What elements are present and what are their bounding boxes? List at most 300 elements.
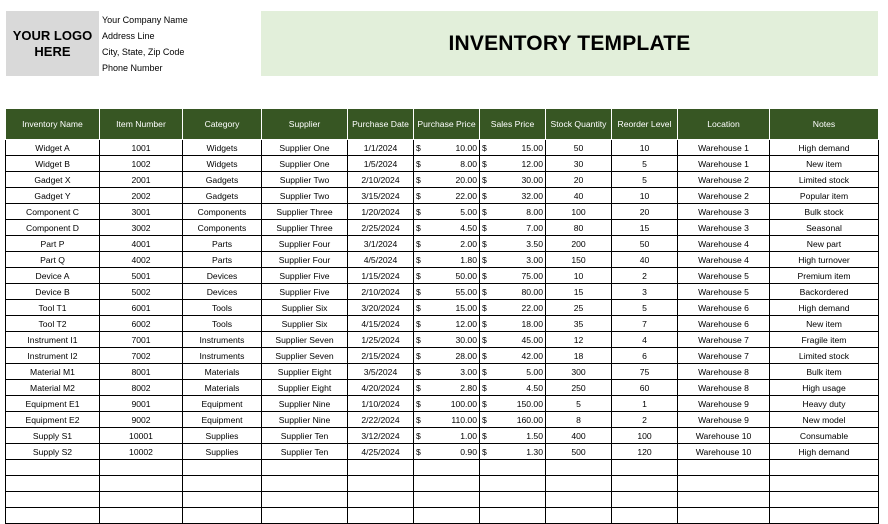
- empty-row: [6, 492, 879, 508]
- table-cell[interactable]: Supplier Three: [262, 220, 348, 236]
- empty-cell[interactable]: [100, 476, 183, 492]
- table-cell[interactable]: Supplier Five: [262, 268, 348, 284]
- table-cell[interactable]: Gadget X: [6, 172, 100, 188]
- empty-cell[interactable]: [612, 460, 678, 476]
- table-cell[interactable]: 1/20/2024: [348, 204, 414, 220]
- table-cell[interactable]: 50: [612, 236, 678, 252]
- table-cell[interactable]: 1/1/2024: [348, 140, 414, 156]
- table-cell[interactable]: [414, 172, 480, 188]
- table-cell[interactable]: 4/15/2024: [348, 316, 414, 332]
- empty-cell[interactable]: [6, 492, 100, 508]
- column-header[interactable]: Inventory Name: [6, 109, 100, 140]
- table-cell[interactable]: Bulk item: [770, 364, 879, 380]
- table-cell[interactable]: Supplier Ten: [262, 444, 348, 460]
- empty-cell[interactable]: [480, 476, 546, 492]
- currency-symbol: $: [482, 222, 487, 233]
- table-cell[interactable]: 400: [546, 428, 612, 444]
- table-cell[interactable]: Gadgets: [183, 188, 262, 204]
- column-header[interactable]: Purchase Date: [348, 109, 414, 140]
- table-cell[interactable]: 10: [612, 140, 678, 156]
- table-cell[interactable]: [414, 188, 480, 204]
- table-cell[interactable]: Warehouse 1: [678, 156, 770, 172]
- table-cell[interactable]: 1: [612, 396, 678, 412]
- table-cell[interactable]: [480, 156, 546, 172]
- table-cell[interactable]: [480, 268, 546, 284]
- table-cell[interactable]: 2001: [100, 172, 183, 188]
- empty-cell[interactable]: [100, 492, 183, 508]
- empty-cell[interactable]: [6, 460, 100, 476]
- table-cell[interactable]: High usage: [770, 380, 879, 396]
- table-cell[interactable]: 1002: [100, 156, 183, 172]
- table-cell[interactable]: 2002: [100, 188, 183, 204]
- table-cell[interactable]: 7002: [100, 348, 183, 364]
- table-cell[interactable]: New item: [770, 316, 879, 332]
- table-cell[interactable]: [414, 348, 480, 364]
- table-cell[interactable]: 3/15/2024: [348, 188, 414, 204]
- empty-cell[interactable]: [480, 460, 546, 476]
- empty-cell[interactable]: [546, 476, 612, 492]
- table-cell[interactable]: 9001: [100, 396, 183, 412]
- table-cell[interactable]: 120: [612, 444, 678, 460]
- empty-cell[interactable]: [262, 476, 348, 492]
- table-cell[interactable]: 25: [546, 300, 612, 316]
- table-cell[interactable]: Supplier Four: [262, 236, 348, 252]
- table-cell[interactable]: Supply S2: [6, 444, 100, 460]
- table-cell[interactable]: Consumable: [770, 428, 879, 444]
- table-cell[interactable]: Equipment: [183, 396, 262, 412]
- table-cell[interactable]: [480, 396, 546, 412]
- table-cell[interactable]: Warehouse 10: [678, 444, 770, 460]
- table-cell[interactable]: [414, 140, 480, 156]
- table-cell[interactable]: Instrument I1: [6, 332, 100, 348]
- table-cell[interactable]: 5: [612, 172, 678, 188]
- table-cell[interactable]: 10: [612, 188, 678, 204]
- empty-cell[interactable]: [678, 508, 770, 524]
- table-cell[interactable]: 2: [612, 268, 678, 284]
- table-cell[interactable]: 1/5/2024: [348, 156, 414, 172]
- table-cell[interactable]: Warehouse 8: [678, 380, 770, 396]
- currency-symbol: $: [482, 142, 487, 153]
- table-cell[interactable]: Warehouse 2: [678, 188, 770, 204]
- table-cell[interactable]: New item: [770, 156, 879, 172]
- table-cell[interactable]: Supplies: [183, 444, 262, 460]
- table-cell[interactable]: 5002: [100, 284, 183, 300]
- table-cell[interactable]: 4: [612, 332, 678, 348]
- table-cell[interactable]: [414, 300, 480, 316]
- table-cell[interactable]: [414, 284, 480, 300]
- table-cell[interactable]: 200: [546, 236, 612, 252]
- table-cell[interactable]: Supplier Three: [262, 204, 348, 220]
- table-cell[interactable]: 10001: [100, 428, 183, 444]
- table-cell[interactable]: Equipment E1: [6, 396, 100, 412]
- column-header[interactable]: Location: [678, 109, 770, 140]
- empty-cell[interactable]: [183, 460, 262, 476]
- table-cell[interactable]: Warehouse 6: [678, 300, 770, 316]
- empty-cell[interactable]: [262, 492, 348, 508]
- table-cell[interactable]: Tools: [183, 300, 262, 316]
- table-cell[interactable]: 1001: [100, 140, 183, 156]
- table-cell[interactable]: Instruments: [183, 348, 262, 364]
- empty-cell[interactable]: [348, 492, 414, 508]
- table-cell[interactable]: [480, 364, 546, 380]
- empty-cell[interactable]: [6, 476, 100, 492]
- table-cell[interactable]: 12: [546, 332, 612, 348]
- empty-cell[interactable]: [414, 492, 480, 508]
- empty-cell[interactable]: [546, 460, 612, 476]
- table-cell[interactable]: Warehouse 4: [678, 236, 770, 252]
- table-cell[interactable]: 5: [612, 156, 678, 172]
- table-cell[interactable]: 80: [546, 220, 612, 236]
- table-cell[interactable]: Supplier Six: [262, 316, 348, 332]
- table-cell[interactable]: Warehouse 3: [678, 204, 770, 220]
- empty-cell[interactable]: [770, 508, 879, 524]
- table-row: [6, 236, 879, 252]
- currency-symbol: $: [416, 158, 421, 169]
- table-cell[interactable]: Supplies: [183, 428, 262, 444]
- table-cell[interactable]: 4/5/2024: [348, 252, 414, 268]
- table-cell[interactable]: [414, 220, 480, 236]
- empty-cell[interactable]: [183, 476, 262, 492]
- table-cell[interactable]: 8002: [100, 380, 183, 396]
- table-cell[interactable]: Device A: [6, 268, 100, 284]
- table-cell[interactable]: 60: [612, 380, 678, 396]
- currency-symbol: $: [482, 270, 487, 281]
- table-cell[interactable]: [480, 380, 546, 396]
- table-cell[interactable]: 18: [546, 348, 612, 364]
- table-cell[interactable]: Warehouse 1: [678, 140, 770, 156]
- table-cell[interactable]: 2/22/2024: [348, 412, 414, 428]
- table-cell[interactable]: [480, 348, 546, 364]
- table-cell[interactable]: 3/1/2024: [348, 236, 414, 252]
- table-cell[interactable]: 5: [546, 396, 612, 412]
- table-cell[interactable]: High demand: [770, 140, 879, 156]
- price-value: 12.00: [455, 318, 477, 329]
- table-row: [6, 252, 879, 268]
- table-cell[interactable]: 3002: [100, 220, 183, 236]
- table-cell[interactable]: 4/25/2024: [348, 444, 414, 460]
- table-cell[interactable]: 75: [612, 364, 678, 380]
- empty-cell[interactable]: [262, 508, 348, 524]
- table-cell[interactable]: Warehouse 9: [678, 396, 770, 412]
- table-cell[interactable]: [414, 156, 480, 172]
- column-header[interactable]: Sales Price: [480, 109, 546, 140]
- table-cell[interactable]: 15: [612, 220, 678, 236]
- table-cell[interactable]: Popular item: [770, 188, 879, 204]
- table-cell[interactable]: Supplier Two: [262, 172, 348, 188]
- table-cell[interactable]: 3001: [100, 204, 183, 220]
- table-cell[interactable]: Supplier Two: [262, 188, 348, 204]
- table-cell[interactable]: Material M2: [6, 380, 100, 396]
- table-cell[interactable]: 6002: [100, 316, 183, 332]
- currency-symbol: $: [482, 254, 487, 265]
- table-cell[interactable]: Supplier Eight: [262, 364, 348, 380]
- table-cell[interactable]: 8001: [100, 364, 183, 380]
- table-cell[interactable]: 100: [612, 428, 678, 444]
- table-cell[interactable]: Heavy duty: [770, 396, 879, 412]
- price-value: 1.50: [526, 430, 543, 441]
- table-cell[interactable]: Warehouse 7: [678, 348, 770, 364]
- table-cell[interactable]: 15: [546, 284, 612, 300]
- table-cell[interactable]: [480, 316, 546, 332]
- table-cell[interactable]: [480, 284, 546, 300]
- empty-cell[interactable]: [612, 492, 678, 508]
- table-cell[interactable]: 3: [612, 284, 678, 300]
- table-cell[interactable]: [414, 252, 480, 268]
- table-cell[interactable]: 35: [546, 316, 612, 332]
- empty-cell[interactable]: [262, 460, 348, 476]
- table-cell[interactable]: 10: [546, 268, 612, 284]
- empty-cell[interactable]: [183, 508, 262, 524]
- table-cell[interactable]: Component D: [6, 220, 100, 236]
- table-cell[interactable]: Materials: [183, 364, 262, 380]
- table-cell[interactable]: Supplier Five: [262, 284, 348, 300]
- table-cell[interactable]: Tool T1: [6, 300, 100, 316]
- column-header[interactable]: Supplier: [262, 109, 348, 140]
- empty-cell[interactable]: [546, 492, 612, 508]
- table-cell[interactable]: 4002: [100, 252, 183, 268]
- table-cell[interactable]: [480, 172, 546, 188]
- price-value: 2.80: [460, 382, 477, 393]
- table-cell[interactable]: Fragile item: [770, 332, 879, 348]
- table-cell[interactable]: 300: [546, 364, 612, 380]
- table-cell[interactable]: Component C: [6, 204, 100, 220]
- empty-cell[interactable]: [100, 508, 183, 524]
- table-cell[interactable]: Supplier Ten: [262, 428, 348, 444]
- table-cell[interactable]: 1/10/2024: [348, 396, 414, 412]
- table-cell[interactable]: 7001: [100, 332, 183, 348]
- column-header[interactable]: Notes: [770, 109, 879, 140]
- currency-symbol: $: [416, 142, 421, 153]
- table-cell[interactable]: [480, 188, 546, 204]
- table-cell[interactable]: [480, 204, 546, 220]
- table-cell[interactable]: [480, 428, 546, 444]
- table-cell[interactable]: Supplier Four: [262, 252, 348, 268]
- table-cell[interactable]: Seasonal: [770, 220, 879, 236]
- table-cell[interactable]: Parts: [183, 252, 262, 268]
- empty-cell[interactable]: [414, 508, 480, 524]
- table-cell[interactable]: 20: [612, 204, 678, 220]
- table-cell[interactable]: 2/10/2024: [348, 284, 414, 300]
- table-cell[interactable]: 9002: [100, 412, 183, 428]
- table-row: [6, 364, 879, 380]
- table-row: [6, 220, 879, 236]
- empty-cell[interactable]: [183, 492, 262, 508]
- table-cell[interactable]: 8: [546, 412, 612, 428]
- table-cell[interactable]: 2: [612, 412, 678, 428]
- table-cell[interactable]: 6001: [100, 300, 183, 316]
- table-cell[interactable]: Backordered: [770, 284, 879, 300]
- column-header[interactable]: Item Number: [100, 109, 183, 140]
- table-cell[interactable]: 5: [612, 300, 678, 316]
- table-cell[interactable]: 1/15/2024: [348, 268, 414, 284]
- table-cell[interactable]: [480, 236, 546, 252]
- company-address: Address Line: [102, 31, 155, 41]
- table-cell[interactable]: [414, 316, 480, 332]
- table-cell[interactable]: High demand: [770, 444, 879, 460]
- price-value: 1.30: [526, 446, 543, 457]
- table-cell[interactable]: Warehouse 6: [678, 316, 770, 332]
- currency-symbol: $: [482, 430, 487, 441]
- table-cell[interactable]: Part Q: [6, 252, 100, 268]
- table-cell[interactable]: [480, 140, 546, 156]
- table-cell[interactable]: Gadgets: [183, 172, 262, 188]
- table-cell[interactable]: Tools: [183, 316, 262, 332]
- empty-cell[interactable]: [480, 492, 546, 508]
- table-cell[interactable]: Instrument I2: [6, 348, 100, 364]
- table-cell[interactable]: Widgets: [183, 156, 262, 172]
- table-cell[interactable]: 4/20/2024: [348, 380, 414, 396]
- table-cell[interactable]: Warehouse 8: [678, 364, 770, 380]
- table-cell[interactable]: Limited stock: [770, 348, 879, 364]
- table-cell[interactable]: [414, 444, 480, 460]
- table-cell[interactable]: Gadget Y: [6, 188, 100, 204]
- empty-cell[interactable]: [612, 476, 678, 492]
- table-cell[interactable]: 2/25/2024: [348, 220, 414, 236]
- empty-cell[interactable]: [612, 508, 678, 524]
- table-cell[interactable]: 100: [546, 204, 612, 220]
- table-cell[interactable]: 5001: [100, 268, 183, 284]
- empty-cell[interactable]: [348, 508, 414, 524]
- table-cell[interactable]: Supplier Nine: [262, 412, 348, 428]
- table-cell[interactable]: 250: [546, 380, 612, 396]
- currency-symbol: $: [416, 206, 421, 217]
- table-cell[interactable]: [414, 380, 480, 396]
- column-header[interactable]: Category: [183, 109, 262, 140]
- table-cell[interactable]: Warehouse 5: [678, 268, 770, 284]
- table-cell[interactable]: Supplier Eight: [262, 380, 348, 396]
- table-cell[interactable]: [414, 204, 480, 220]
- table-row: [6, 268, 879, 284]
- table-cell[interactable]: [480, 332, 546, 348]
- table-cell[interactable]: New part: [770, 236, 879, 252]
- table-cell[interactable]: 7: [612, 316, 678, 332]
- empty-cell[interactable]: [100, 460, 183, 476]
- table-cell[interactable]: [414, 332, 480, 348]
- table-cell[interactable]: 50: [546, 140, 612, 156]
- table-cell[interactable]: Warehouse 9: [678, 412, 770, 428]
- table-cell[interactable]: Equipment E2: [6, 412, 100, 428]
- table-row: [6, 380, 879, 396]
- table-cell[interactable]: Widget A: [6, 140, 100, 156]
- empty-cell[interactable]: [546, 508, 612, 524]
- table-cell[interactable]: 40: [546, 188, 612, 204]
- empty-cell[interactable]: [770, 492, 879, 508]
- table-cell[interactable]: [414, 396, 480, 412]
- table-cell[interactable]: 150: [546, 252, 612, 268]
- table-cell[interactable]: Devices: [183, 284, 262, 300]
- table-cell[interactable]: High demand: [770, 300, 879, 316]
- empty-cell[interactable]: [6, 508, 100, 524]
- empty-cell[interactable]: [770, 460, 879, 476]
- table-cell[interactable]: 20: [546, 172, 612, 188]
- empty-cell[interactable]: [770, 476, 879, 492]
- table-cell[interactable]: Warehouse 3: [678, 220, 770, 236]
- table-cell[interactable]: 500: [546, 444, 612, 460]
- empty-cell[interactable]: [414, 476, 480, 492]
- table-cell[interactable]: Supplier Nine: [262, 396, 348, 412]
- table-cell[interactable]: [480, 252, 546, 268]
- table-cell[interactable]: [480, 220, 546, 236]
- table-cell[interactable]: Part P: [6, 236, 100, 252]
- table-cell[interactable]: 1/25/2024: [348, 332, 414, 348]
- table-cell[interactable]: Bulk stock: [770, 204, 879, 220]
- table-cell[interactable]: Components: [183, 204, 262, 220]
- table-cell[interactable]: Supplier Seven: [262, 348, 348, 364]
- table-cell[interactable]: Widget B: [6, 156, 100, 172]
- table-cell[interactable]: [414, 236, 480, 252]
- table-cell[interactable]: [414, 412, 480, 428]
- table-cell[interactable]: [480, 412, 546, 428]
- table-cell[interactable]: Equipment: [183, 412, 262, 428]
- table-cell[interactable]: Warehouse 4: [678, 252, 770, 268]
- column-header[interactable]: Reorder Level: [612, 109, 678, 140]
- empty-cell[interactable]: [678, 460, 770, 476]
- table-cell[interactable]: Supplier One: [262, 156, 348, 172]
- table-cell[interactable]: Supplier One: [262, 140, 348, 156]
- table-cell[interactable]: Supplier Seven: [262, 332, 348, 348]
- table-cell[interactable]: 2/15/2024: [348, 348, 414, 364]
- table-cell[interactable]: [414, 364, 480, 380]
- company-name: Your Company Name: [102, 15, 188, 25]
- table-cell[interactable]: 4001: [100, 236, 183, 252]
- table-row: [6, 188, 879, 204]
- table-cell[interactable]: Components: [183, 220, 262, 236]
- table-cell[interactable]: Warehouse 7: [678, 332, 770, 348]
- table-cell[interactable]: Parts: [183, 236, 262, 252]
- table-cell[interactable]: New model: [770, 412, 879, 428]
- table-cell[interactable]: 2/10/2024: [348, 172, 414, 188]
- table-cell[interactable]: Devices: [183, 268, 262, 284]
- table-cell[interactable]: Limited stock: [770, 172, 879, 188]
- column-header[interactable]: Stock Quantity: [546, 109, 612, 140]
- table-cell[interactable]: Supply S1: [6, 428, 100, 444]
- table-row: [6, 412, 879, 428]
- empty-cell[interactable]: [678, 492, 770, 508]
- empty-cell[interactable]: [414, 460, 480, 476]
- table-cell[interactable]: Warehouse 2: [678, 172, 770, 188]
- table-cell[interactable]: 10002: [100, 444, 183, 460]
- table-cell[interactable]: 3/5/2024: [348, 364, 414, 380]
- table-cell[interactable]: Device B: [6, 284, 100, 300]
- table-cell[interactable]: Premium item: [770, 268, 879, 284]
- table-cell[interactable]: Material M1: [6, 364, 100, 380]
- empty-cell[interactable]: [678, 476, 770, 492]
- table-cell[interactable]: 40: [612, 252, 678, 268]
- table-cell[interactable]: Supplier Six: [262, 300, 348, 316]
- table-cell[interactable]: 3/20/2024: [348, 300, 414, 316]
- table-cell[interactable]: [480, 444, 546, 460]
- table-cell[interactable]: Widgets: [183, 140, 262, 156]
- table-row: [6, 300, 879, 316]
- table-cell[interactable]: Instruments: [183, 332, 262, 348]
- table-cell[interactable]: Materials: [183, 380, 262, 396]
- table-cell[interactable]: [414, 428, 480, 444]
- table-cell[interactable]: Warehouse 10: [678, 428, 770, 444]
- table-cell[interactable]: [414, 268, 480, 284]
- table-cell[interactable]: Warehouse 5: [678, 284, 770, 300]
- table-cell[interactable]: 30: [546, 156, 612, 172]
- empty-cell[interactable]: [480, 508, 546, 524]
- table-cell[interactable]: Tool T2: [6, 316, 100, 332]
- empty-cell[interactable]: [348, 460, 414, 476]
- empty-cell[interactable]: [348, 476, 414, 492]
- table-cell[interactable]: High turnover: [770, 252, 879, 268]
- currency-symbol: $: [416, 414, 421, 425]
- table-cell[interactable]: [480, 300, 546, 316]
- table-cell[interactable]: 6: [612, 348, 678, 364]
- table-cell[interactable]: 3/12/2024: [348, 428, 414, 444]
- column-header[interactable]: Purchase Price: [414, 109, 480, 140]
